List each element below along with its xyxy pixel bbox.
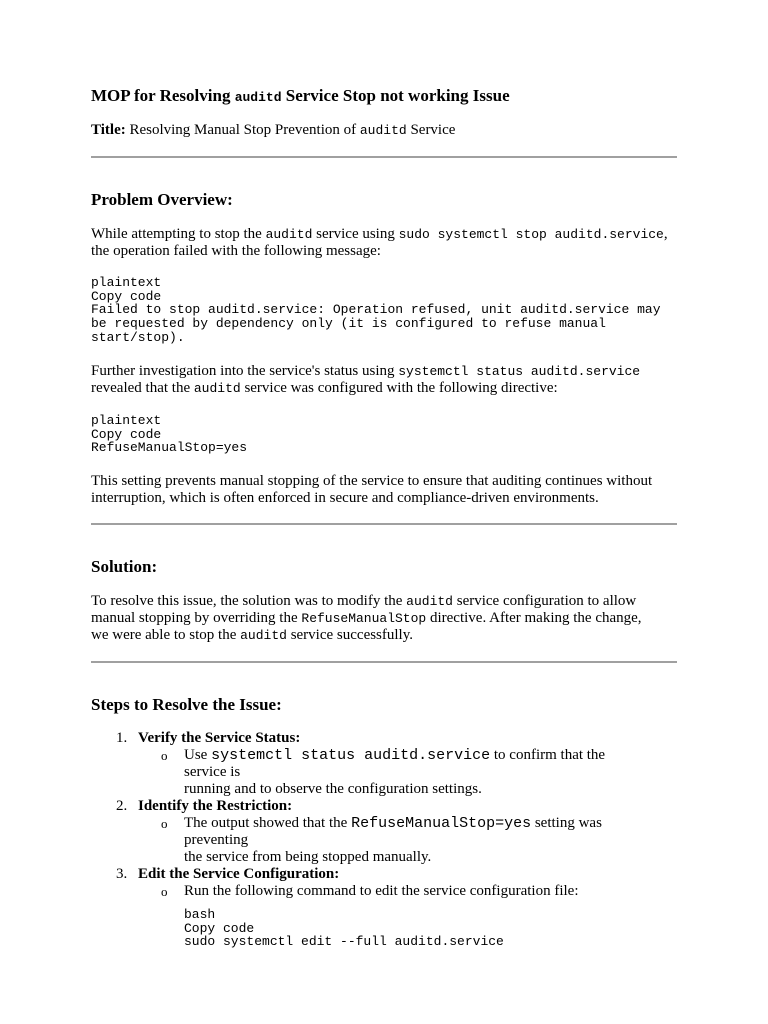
code-lang-label: plaintext xyxy=(91,413,162,428)
text: manual stopping by overriding the xyxy=(91,610,302,626)
code-lang-label: bash xyxy=(184,907,216,922)
list-item xyxy=(91,798,677,815)
title-label: Title: xyxy=(91,122,126,138)
code-line: Failed to stop auditd.service: Operation refused, unit auditd.service may xyxy=(91,302,661,318)
inline-code: RefuseManualStop=yes xyxy=(351,815,532,832)
sub-list-item xyxy=(161,747,644,798)
code-line: sudo systemctl edit --full auditd.service xyxy=(184,934,504,950)
steps-heading: Steps to Resolve the Issue: xyxy=(91,695,282,714)
text: service configuration to allow xyxy=(452,593,637,609)
step-label: Verify the Service Status: xyxy=(138,730,301,746)
heading-text: MOP for Resolving xyxy=(91,86,235,105)
text: running and to observe the configuration settings. xyxy=(184,781,482,797)
text: This setting prevents manual stopping of the service to ensure that auditing continues without xyxy=(91,473,653,489)
inline-code: systemctl status auditd.service xyxy=(211,747,491,764)
step-label: Edit the Service Configuration: xyxy=(138,866,340,882)
divider xyxy=(91,523,677,525)
sub-list-item xyxy=(161,815,644,866)
text: we were able to stop the xyxy=(91,627,241,643)
code-line: start/stop). xyxy=(91,329,185,345)
text: revealed that the xyxy=(91,380,194,396)
document-heading xyxy=(91,86,510,106)
bullet-icon: o xyxy=(161,816,168,831)
divider xyxy=(91,661,677,663)
code-line: RefuseManualStop=yes xyxy=(91,440,248,456)
bullet-icon: o xyxy=(161,884,168,899)
sub-list-item xyxy=(161,883,644,900)
directive-code-block xyxy=(91,414,247,455)
step-number: 3. xyxy=(116,866,128,882)
text: To resolve this issue, the solution was to modify the xyxy=(91,593,407,609)
divider xyxy=(91,156,677,158)
problem-paragraph-2 xyxy=(91,363,677,397)
text: service was configured with the following directive: xyxy=(240,380,558,396)
copy-code-label: Copy code xyxy=(91,288,162,304)
code-lang-label: plaintext xyxy=(91,275,162,290)
inline-code: auditd xyxy=(240,628,287,643)
copy-code-label: Copy code xyxy=(91,426,162,442)
text: setting was preventing xyxy=(184,815,602,848)
text: the operation failed with the following message: xyxy=(91,243,381,259)
text: service successfully. xyxy=(286,627,414,643)
text: Run the following command to edit the service configuration file: xyxy=(184,883,579,899)
inline-code: RefuseManualStop xyxy=(301,611,427,626)
steps-list xyxy=(91,730,677,949)
title-text-end: Service xyxy=(406,122,456,138)
problem-heading: Problem Overview: xyxy=(91,190,233,209)
step-number: 2. xyxy=(116,798,128,814)
bullet-icon: o xyxy=(161,748,168,763)
text: Use xyxy=(184,747,212,763)
text: to confirm that the service is xyxy=(184,747,606,780)
title-line xyxy=(91,122,455,139)
text: , xyxy=(663,226,668,242)
error-code-block xyxy=(91,276,661,345)
text: While attempting to stop the xyxy=(91,226,266,242)
step-number: 1. xyxy=(116,730,128,746)
text: directive. After making the change, xyxy=(426,610,642,626)
inline-code: systemctl status auditd.service xyxy=(398,364,641,379)
solution-heading: Solution: xyxy=(91,557,158,576)
text: Further investigation into the service's status using xyxy=(91,363,399,379)
copy-code-label: Copy code xyxy=(184,920,255,936)
step-label: Identify the Restriction: xyxy=(138,798,293,814)
text: the service from being stopped manually. xyxy=(184,849,432,865)
heading-text-end: Service Stop not working Issue xyxy=(281,86,510,105)
problem-paragraph-3 xyxy=(91,473,677,507)
inline-code: sudo systemctl stop auditd.service xyxy=(398,227,664,242)
problem-paragraph-1 xyxy=(91,226,677,260)
title-text: Resolving Manual Stop Prevention of xyxy=(125,122,360,138)
text: service using xyxy=(312,226,399,242)
title-code: auditd xyxy=(359,123,407,138)
inline-code: auditd xyxy=(193,381,241,396)
code-line: be requested by dependency only (it is configured to refuse manual xyxy=(91,316,606,332)
list-item xyxy=(91,866,677,883)
text: The output showed that the xyxy=(184,815,352,831)
edit-command-code-block xyxy=(184,908,677,949)
solution-paragraph xyxy=(91,593,677,644)
inline-code: auditd xyxy=(265,227,313,242)
inline-code: auditd xyxy=(406,594,453,609)
list-item xyxy=(91,730,677,747)
text: interruption, which is often enforced in secure and compliance-driven environments. xyxy=(91,490,599,506)
heading-code: auditd xyxy=(234,90,282,105)
